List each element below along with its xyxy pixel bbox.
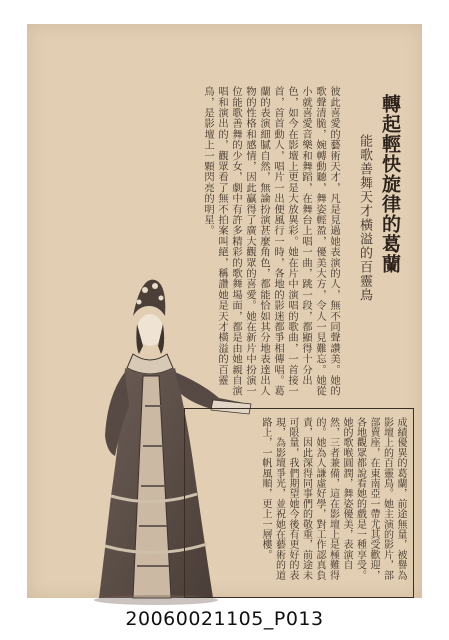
article-body: 彼此喜愛的藝術天才，凡是見過她表演的人，無不同聲讚美。她的歌聲清脆，婉轉動聽，舞姿輕盈，優美大方，令人一見難忘。她從小就喜愛音樂和舞蹈，在舞台上唱一曲，跳一段，都顯得十分出色，如今在影壇上更是大放異彩。她在片中演唱的歌曲，一首接一首，首首動人，唱片一出便風行一時，各地的影迷都爭相傳唱。葛蘭的表演細膩自然，無論扮演甚麼角色，都能恰如其分地表達出人物的性格和感情，因此贏得了廣大觀眾的喜愛。她在新片中扮演一位能歌善舞的少女，劇中有許多精彩的歌舞場面，都是由她親自演唱和演出的，觀眾看了無不拍案叫絕，稱讚她是天才橫溢的百靈鳥，是影壇上一顆閃亮的明星。 <box>202 86 340 397</box>
sidebar-box-text: 成績優異的葛蘭，前途無量，被譽為影壇上的百靈鳥。她主演的影片，部部賣座，在東南亞一帶尤其受歡迎，各地觀眾都說看她的戲是一種享受。她的歌喉圓潤，舞姿優美，表演自然，三者兼備，這在影壇上是極難得的。她為人謙虛好學，對工作認真負責，因此深得同事們的敬重，前途未可限量，我們期望她今後有更好的表現，為影壇爭光，並祝她在藝術的道路上，一帆風順，更上一層樓。 <box>260 417 406 581</box>
article-subtitle: 能歌善舞天才橫溢的百靈鳥 <box>357 134 372 302</box>
sidebar-box <box>184 408 414 598</box>
magazine-page <box>27 24 422 598</box>
article-title: 轉起輕快旋律的葛蘭 <box>379 94 401 274</box>
page-identifier: 20060021105_P013 <box>125 608 324 630</box>
